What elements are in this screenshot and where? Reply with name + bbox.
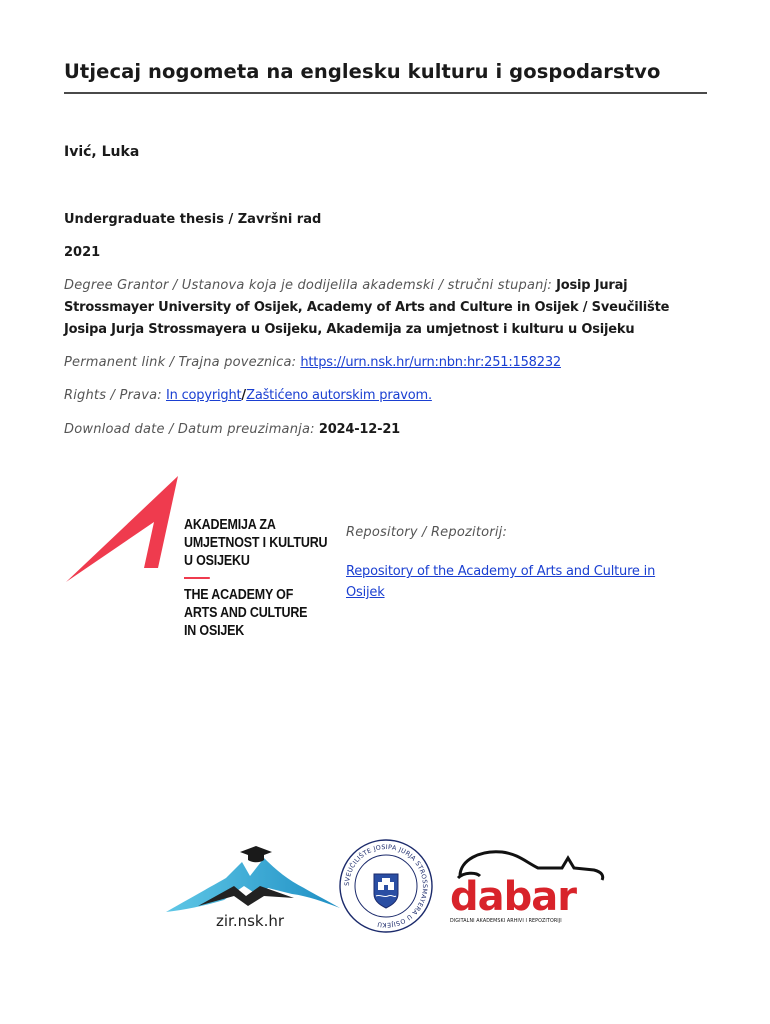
dabar-logo-subtitle: DIGITALNI AKADEMSKI ARHIVI I REPOZITORIJI bbox=[450, 919, 562, 924]
author-name: Ivić, Luka bbox=[64, 144, 140, 160]
degree-grantor bbox=[64, 275, 714, 341]
academy-logo-line6: IN OSIJEK bbox=[184, 623, 245, 639]
academy-logo-line4: THE ACADEMY OF bbox=[184, 587, 294, 603]
academy-logo-line3: U OSIJEKU bbox=[184, 553, 250, 569]
rights-link-protected[interactable]: Zaštićeno autorskim pravom. bbox=[246, 388, 432, 403]
academy-logo-line5: ARTS AND CULTURE bbox=[184, 605, 308, 621]
repository-link[interactable]: Repository of the Academy of Arts and Culture in Osijek bbox=[346, 564, 656, 600]
thesis-year: 2021 bbox=[64, 245, 101, 260]
dabar-logo-icon bbox=[446, 846, 608, 926]
download-date-value: 2024-12-21 bbox=[318, 422, 401, 437]
download-date bbox=[64, 419, 714, 441]
seal-text: SVEUČILIŠTE JOSIPA JURJA STROSSMAYERA U OSIJEKU bbox=[343, 843, 429, 929]
degree-grantor-value: Josip Juraj Strossmayer University of Osijek, Academy of Arts and Culture in Osijek / Sveučilište Josipa Jurja Strossmayera u Osijeku, Akademija za umjetnost i kulturu u Osijeku bbox=[64, 278, 670, 337]
rights bbox=[64, 385, 714, 407]
page-title: Utjecaj nogometa na englesku kulturu i gospodarstvo bbox=[64, 60, 661, 83]
title-divider bbox=[64, 92, 707, 94]
rights-link-copyright[interactable]: In copyright bbox=[165, 388, 242, 403]
zir-logo-icon bbox=[164, 836, 342, 928]
rights-separator: / bbox=[241, 388, 247, 403]
permanent-link-url[interactable]: https://urn.nsk.hr/urn:nbn:hr:251:158232 bbox=[300, 355, 561, 370]
zir-logo-text: zir.nsk.hr bbox=[216, 912, 285, 928]
repository-label: Repository / Repozitorij: bbox=[346, 525, 508, 540]
dabar-logo-text: dabar bbox=[450, 874, 576, 920]
academy-logo-line2: UMJETNOST I KULTURU bbox=[184, 535, 328, 551]
academy-logo-divider bbox=[184, 577, 210, 579]
degree-grantor-label: Degree Grantor / Ustanova koja je dodijelila akademski / stručni stupanj: bbox=[64, 278, 552, 293]
repository-link-wrapper bbox=[346, 561, 666, 603]
academy-logo-line1: AKADEMIJA ZA bbox=[184, 517, 276, 533]
permanent-link-label: Permanent link / Trajna poveznica: bbox=[64, 355, 297, 370]
permanent-link bbox=[64, 352, 714, 374]
university-seal-icon bbox=[338, 838, 434, 934]
academy-logo-text bbox=[184, 516, 327, 640]
thesis-type: Undergraduate thesis / Završni rad bbox=[64, 212, 322, 227]
download-date-label: Download date / Datum preuzimanja: bbox=[64, 422, 315, 437]
rights-label: Rights / Prava: bbox=[64, 388, 162, 403]
